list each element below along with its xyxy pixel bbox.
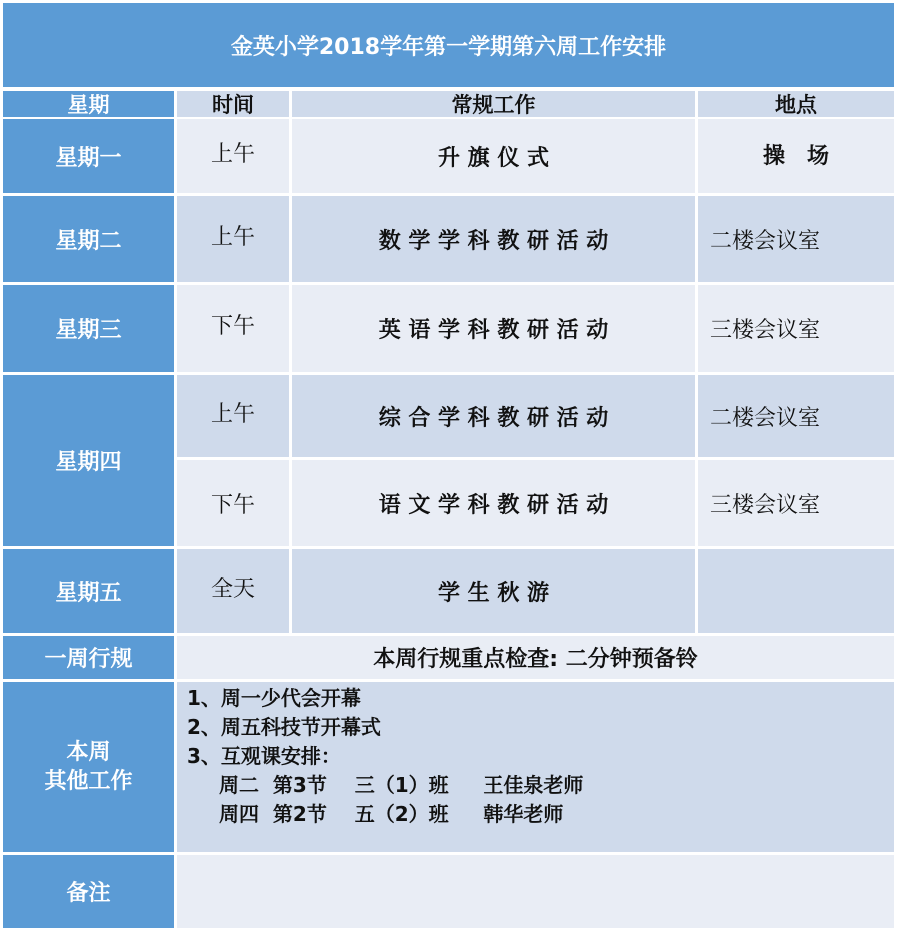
time-cell: 上午 — [177, 375, 289, 457]
remarks-content — [177, 855, 894, 928]
work-cell: 学 生 秋 游 — [292, 549, 695, 633]
day-cell-monday: 星期一 — [3, 119, 174, 193]
list-item: 周四 第2节 五（2）班 韩华老师 — [219, 802, 564, 826]
header-time: 时间 — [177, 91, 289, 117]
work-cell: 数 学 学 科 教 研 活 动 — [292, 196, 695, 282]
other-work-label — [3, 682, 174, 852]
time-cell: 上午 — [177, 119, 289, 193]
time-cell: 全天 — [177, 549, 289, 633]
weekly-rules-content: 本周行规重点检查: 二分钟预备铃 — [177, 636, 894, 679]
remarks-label: 备注 — [3, 855, 174, 928]
day-cell-friday: 星期五 — [3, 549, 174, 633]
other-work-content — [177, 682, 894, 852]
place-cell: 三楼会议室 — [698, 285, 894, 372]
header-day: 星期 — [3, 91, 174, 117]
list-item: 2、周五科技节开幕式 — [187, 715, 381, 739]
place-cell: 操 场 — [698, 119, 894, 193]
header-place: 地点 — [698, 91, 894, 117]
list-item: 1、周一少代会开幕 — [187, 686, 361, 710]
work-cell: 升 旗 仪 式 — [292, 119, 695, 193]
other-work-label-line2: 其他工作 — [44, 769, 133, 794]
work-cell: 综 合 学 科 教 研 活 动 — [292, 375, 695, 457]
header-work: 常规工作 — [292, 91, 695, 117]
place-cell: 二楼会议室 — [698, 375, 894, 457]
weekly-rules-label: 一周行规 — [3, 636, 174, 679]
other-work-label-line1: 本周 — [66, 740, 111, 765]
day-cell-wednesday: 星期三 — [3, 285, 174, 372]
time-cell: 下午 — [177, 285, 289, 372]
page-title: 金英小学2018学年第一学期第六周工作安排 — [3, 3, 894, 87]
work-cell: 语 文 学 科 教 研 活 动 — [292, 460, 695, 546]
list-item: 3、互观课安排： — [187, 744, 341, 768]
time-cell: 上午 — [177, 196, 289, 282]
work-cell: 英 语 学 科 教 研 活 动 — [292, 285, 695, 372]
list-item: 周二 第3节 三（1）班 王佳泉老师 — [219, 773, 584, 797]
place-cell — [698, 549, 894, 633]
time-cell: 下午 — [177, 460, 289, 546]
place-cell: 三楼会议室 — [698, 460, 894, 546]
day-cell-tuesday: 星期二 — [3, 196, 174, 282]
place-cell: 二楼会议室 — [698, 196, 894, 282]
day-cell-thursday: 星期四 — [3, 375, 174, 546]
